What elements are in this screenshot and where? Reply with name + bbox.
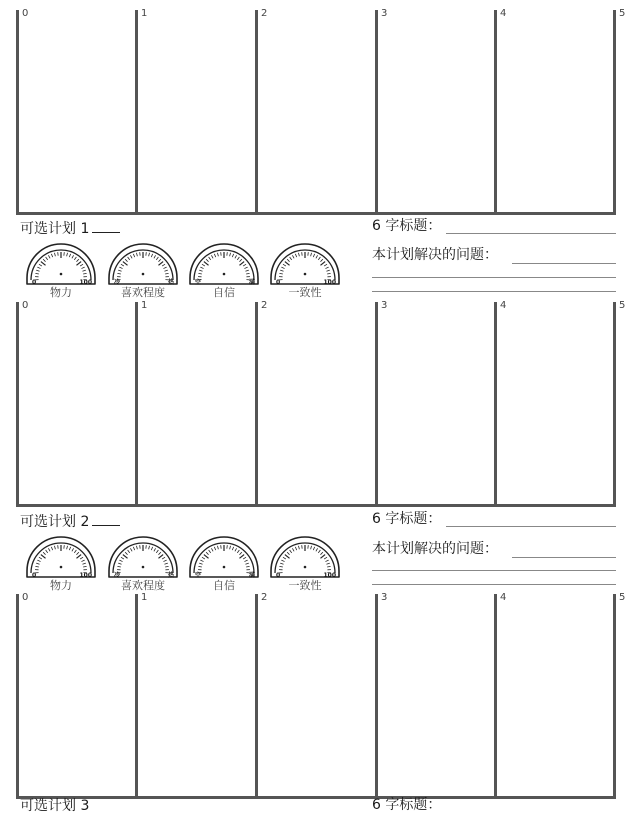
timeline-divider [613, 10, 616, 214]
gauge-max-label: 100 [323, 279, 336, 287]
timeline-tick-0: 0 [22, 8, 28, 20]
timeline-grid-1 [0, 10, 640, 214]
problem-line[interactable] [372, 291, 616, 292]
timeline-divider [255, 10, 258, 214]
gauge-min-label: 冷 [114, 572, 120, 580]
timeline-tick-1: 1 [141, 300, 147, 312]
timeline-tick-2: 2 [261, 8, 267, 20]
timeline-baseline [16, 796, 616, 799]
plan-number-blank[interactable] [92, 511, 120, 526]
gauge-physical-resources [24, 240, 98, 298]
timeline-divider [375, 10, 378, 214]
timeline-divider [255, 302, 258, 506]
timeline-tick-5: 5 [619, 592, 625, 604]
timeline-divider [16, 594, 19, 798]
timeline-divider [255, 594, 258, 798]
gauge-consistency [268, 533, 342, 591]
timeline-divider [613, 594, 616, 798]
timeline-divider [494, 10, 497, 214]
plan-title: 可选计划 2 [20, 514, 89, 530]
gauge-max-label: 满 [249, 279, 255, 287]
gauge-min-label: 空 [195, 279, 201, 287]
timeline-tick-2: 2 [261, 300, 267, 312]
gauge-min-label: 冷 [114, 279, 120, 287]
six-char-title-label: 6 字标题： [372, 217, 441, 235]
plan-number-blank[interactable] [92, 218, 120, 233]
timeline-baseline [16, 212, 616, 215]
plan-title-row [20, 218, 120, 238]
timeline-baseline [16, 504, 616, 507]
gauge-max-label: 热 [168, 279, 174, 287]
gauge-label: 一致性 [258, 286, 352, 299]
gauge-label: 物力 [14, 286, 108, 299]
timeline-divider [16, 302, 19, 506]
problem-line[interactable] [512, 263, 616, 264]
timeline-grid-3 [0, 594, 640, 798]
gauge-min-label: 空 [195, 572, 201, 580]
plan-title: 可选计划 1 [20, 221, 89, 237]
timeline-divider [135, 302, 138, 506]
timeline-tick-1: 1 [141, 592, 147, 604]
timeline-tick-0: 0 [22, 592, 28, 604]
problem-line[interactable] [372, 584, 616, 585]
gauge-min-label: 0 [32, 279, 36, 287]
gauge-preference [106, 533, 180, 591]
gauge-max-label: 100 [323, 572, 336, 580]
timeline-tick-1: 1 [141, 8, 147, 20]
timeline-divider [135, 10, 138, 214]
timeline-divider [375, 594, 378, 798]
gauge-label: 喜欢程度 [96, 579, 190, 592]
timeline-tick-4: 4 [500, 8, 506, 20]
gauge-max-label: 100 [79, 279, 92, 287]
six-char-title-label: 6 字标题： [372, 510, 441, 528]
timeline-tick-2: 2 [261, 592, 267, 604]
gauge-preference [106, 240, 180, 298]
gauge-label: 物力 [14, 579, 108, 592]
gauge-label: 自信 [177, 286, 271, 299]
timeline-divider [494, 302, 497, 506]
gauge-label: 喜欢程度 [96, 286, 190, 299]
six-char-title-line[interactable] [446, 526, 616, 527]
timeline-tick-0: 0 [22, 300, 28, 312]
gauge-max-label: 热 [168, 572, 174, 580]
timeline-divider [613, 302, 616, 506]
gauge-confidence [187, 533, 261, 591]
problem-line[interactable] [372, 570, 616, 571]
problem-line[interactable] [512, 557, 616, 558]
gauge-min-label: 0 [276, 279, 280, 287]
gauge-max-label: 100 [79, 572, 92, 580]
timeline-tick-4: 4 [500, 592, 506, 604]
timeline-divider [135, 594, 138, 798]
plan-title: 可选计划 3 [20, 798, 89, 814]
gauge-confidence [187, 240, 261, 298]
gauge-consistency [268, 240, 342, 298]
timeline-divider [16, 10, 19, 214]
timeline-tick-3: 3 [381, 8, 387, 20]
problem-solved-label: 本计划解决的问题： [372, 540, 498, 558]
gauge-physical-resources [24, 533, 98, 591]
problem-line[interactable] [372, 277, 616, 278]
six-char-title-label: 6 字标题： [372, 796, 441, 814]
timeline-grid-2 [0, 302, 640, 506]
gauge-label: 自信 [177, 579, 271, 592]
plan-title-row [20, 511, 120, 531]
timeline-tick-3: 3 [381, 592, 387, 604]
timeline-divider [494, 594, 497, 798]
gauge-min-label: 0 [276, 572, 280, 580]
timeline-tick-5: 5 [619, 8, 625, 20]
gauge-label: 一致性 [258, 579, 352, 592]
gauge-max-label: 满 [249, 572, 255, 580]
plan-title-row [20, 797, 89, 815]
six-char-title-line[interactable] [446, 233, 616, 234]
gauge-min-label: 0 [32, 572, 36, 580]
timeline-divider [375, 302, 378, 506]
timeline-tick-5: 5 [619, 300, 625, 312]
timeline-tick-3: 3 [381, 300, 387, 312]
problem-solved-label: 本计划解决的问题： [372, 246, 498, 264]
timeline-tick-4: 4 [500, 300, 506, 312]
